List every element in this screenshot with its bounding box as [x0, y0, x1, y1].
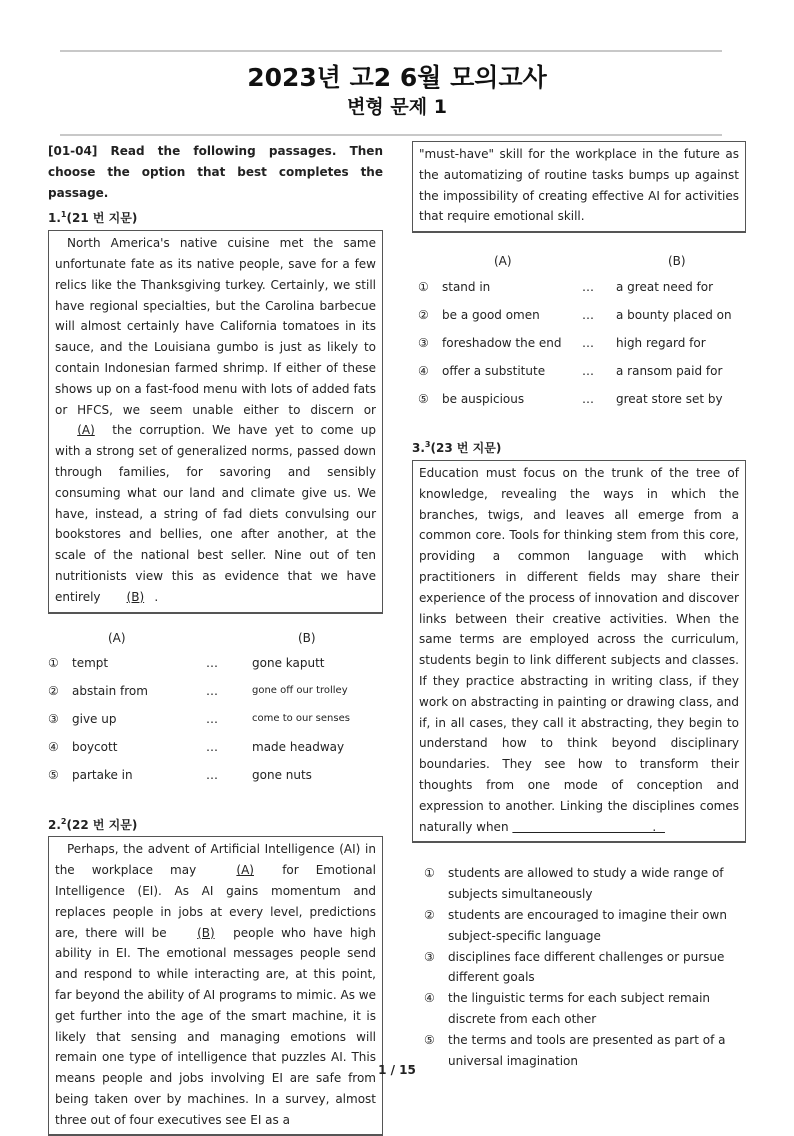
q1-heading	[48, 205, 383, 229]
q1-options-header	[48, 628, 383, 650]
q1-footnote: 1	[60, 210, 67, 220]
q2-blank-b: (B)	[197, 925, 215, 940]
top-rule	[60, 50, 722, 52]
header-rule	[60, 134, 722, 136]
q1-source: (21 번 지문)	[66, 211, 138, 226]
q2-number: 2.	[48, 817, 61, 832]
q2-col-a: (A)	[494, 254, 512, 269]
q3-passage-end: .	[652, 819, 657, 834]
q3-source: (23 번 지문)	[430, 441, 502, 456]
q2-col-b: (B)	[668, 254, 686, 269]
q3-option-4[interactable]: ④ the linguistic terms for each subject remain discrete from each other	[424, 991, 711, 1026]
q3-passage-box	[412, 460, 746, 843]
q2-option-5[interactable]: ⑤ be auspicious … great store set by	[418, 391, 723, 406]
q1-option-5[interactable]: ⑤ partake in … gone nuts	[48, 768, 312, 783]
page-number: 1 / 15	[378, 1063, 416, 1077]
q1-number: 1.	[48, 211, 61, 226]
q1-option-3[interactable]: ③ give up … come to our senses	[48, 712, 350, 727]
q1-passage-end: .	[154, 589, 159, 604]
q1-col-b: (B)	[298, 630, 316, 645]
q2-source: (22 번 지문)	[66, 817, 138, 832]
q2-passage-4: "must-have" skill for the workplace in the future as the automatizing of routine tasks bumps up against the impossibility of creating effective AI for activities that require emotional skill.	[419, 147, 739, 224]
q2-footnote: 2	[60, 816, 67, 826]
q1-option-2[interactable]: ② abstain from … gone off our trolley	[48, 684, 348, 699]
q1-option-1[interactable]: ① tempt … gone kaputt	[48, 656, 325, 671]
q3-heading	[412, 435, 746, 459]
q1-option-4[interactable]: ④ boycott … made headway	[48, 740, 345, 755]
q1-blank-a: (A)	[77, 423, 95, 438]
q1-passage-box	[48, 230, 383, 613]
q2-heading	[48, 812, 383, 836]
q2-options-header	[412, 251, 746, 273]
instruction: [01-04] Read the following passages. Then choose the option that best completes the passage.	[48, 144, 383, 200]
q2-passage-3: people who have high ability in EI. The emotional messages people send and respond to while interacting are, at this point, far beyond the ability of AI programs to mimic. As we get further into the age of the smart machine, it is likely that sensing and managing emotions will remain one type of intelligence that puzzles AI. This means people and jobs involving EI are safe from being taken over by machines. In a survey, almost three out of four executives see EI as a	[55, 925, 376, 1127]
q2-passage-box-part1	[48, 836, 383, 1136]
q2-option-2[interactable]: ② be a good omen … a bounty placed on	[418, 307, 732, 322]
q2-passage-2: for Emotional Intelligence (EI). As AI gains momentum and replaces people in jobs at every level, predictions are, there will be	[55, 863, 376, 940]
q3-option-2[interactable]: ② students are encouraged to imagine their own subject-specific language	[424, 907, 727, 943]
q1-col-a: (A)	[108, 630, 126, 645]
q3-option-5[interactable]: ⑤ the terms and tools are presented as part of a universal imagination	[424, 1032, 726, 1068]
q1-passage-a: North America's native cuisine met the same unfortunate fate as its native people, save for a few relics like the Thanksgiving turkey. Certainly, we still have regional specialties, but the Carolina barbecue will almost certainly have California tomatoes in its sauce, and the Louisiana gumbo is just as likely to contain Indonesian farmed shrimp. If either of these shows up on a fast-food menu with lots of added fats or HFCS, we seem unable either to discern or	[55, 236, 376, 417]
left-column	[48, 141, 383, 1136]
q2-passage-box-part2	[412, 141, 746, 233]
q3-options	[412, 863, 746, 1071]
page-title: 2023년 고2 6월 모의고사	[247, 63, 547, 92]
q2-passage-1: Perhaps, the advent of Artificial Intelligence (AI) in the workplace may	[55, 842, 376, 878]
q1-blank-b: (B)	[126, 589, 145, 604]
q1-options	[48, 650, 383, 790]
q3-number: 3.	[412, 441, 425, 456]
q2-option-3[interactable]: ③ foreshadow the end … high regard for	[418, 335, 706, 350]
page-subtitle: 변형 문제 1	[347, 96, 447, 118]
right-column	[412, 141, 746, 1071]
q3-footnote: 3	[424, 440, 431, 450]
q2-blank-a: (A)	[236, 863, 254, 878]
q3-option-3[interactable]: ③ disciplines face different challenges or pursue different goals	[424, 949, 725, 985]
q2-options	[412, 273, 746, 413]
q3-option-1[interactable]: ① students are allowed to study a wide range of subjects simultaneously	[424, 866, 724, 902]
q2-option-4[interactable]: ④ offer a substitute … a ransom paid for	[418, 363, 723, 378]
q3-passage: Education must focus on the trunk of the tree of knowledge, revealing the ways in which the branches, twigs, and leaves all emerge from a common core. Tools for thinking stem from this core, providing a common language with which practitioners in different fields may share their experience of the process of innovation and discover links between their creative activities. When the same terms are employed across the curriculum, students begin to link different subjects and classes. If they practice abstracting in writing class, if they work on abstracting in painting or drawing class, and if, in all cases, they call it abstracting, they begin to understand how to think beyond disciplinary boundaries. They see how to transform their thoughts from one mode of conception and expression to another. Linking the disciplines comes naturally when	[419, 465, 739, 834]
q3-blank	[512, 817, 652, 838]
q1-passage-b: the corruption. We have yet to come up with a strong set of generalized norms, passed down through families, for savoring and sensibly consuming what our land and climate give us. We have, instead, a string of fad diets convulsing our bookstores and bellies, one after another, at the scale of the national best seller. Nine out of ten nutritionists view this as evidence that we have entirely	[55, 423, 376, 604]
q2-option-1[interactable]: ① stand in … a great need for	[418, 279, 714, 294]
